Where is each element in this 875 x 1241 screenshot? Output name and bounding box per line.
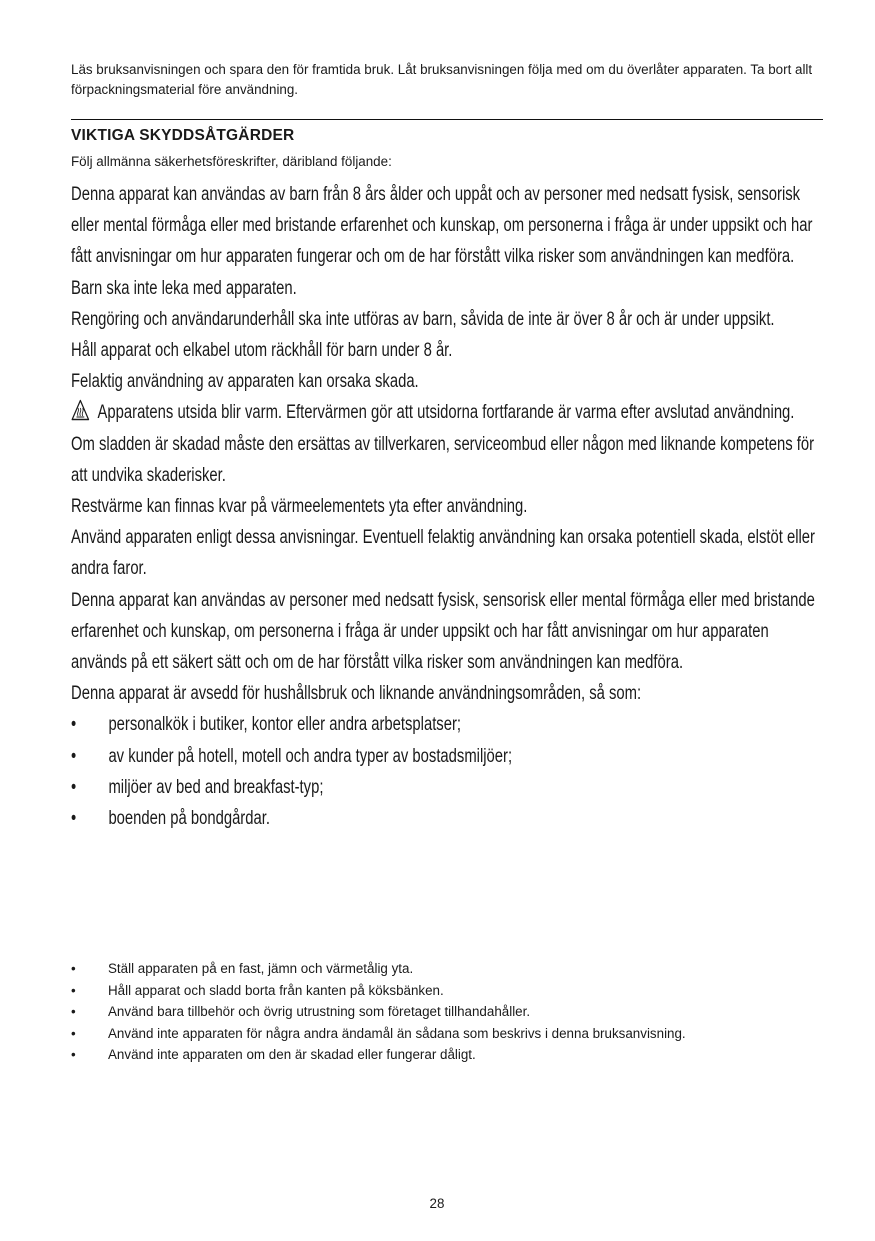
- hot-surface-paragraph: [71, 397, 823, 428]
- list-item-text: Använd inte apparaten om den är skadad eller fungerar dåligt.: [108, 1047, 476, 1063]
- bullet: •: [71, 1004, 76, 1020]
- page-number: 28: [429, 1196, 445, 1211]
- paragraph: Denna apparat kan användas av barn från 8 års ålder och uppåt och av personer med nedsatt fysisk, sensorisk eller mental förmåga eller med bristande erfarenhet och kunskap, om personerna i fråga är under uppsikt och har fått anvisningar om hur apparaten fungerar och om de har förstått vilka risker som användningen kan medföra.: [71, 184, 813, 268]
- paragraph: Använd apparaten enligt dessa anvisningar. Eventuell felaktig användning kan orsaka potentiell skada, elstöt eller andra faror.: [71, 527, 815, 580]
- list-item: [71, 772, 823, 803]
- list-item-text: Använd inte apparaten för några andra ändamål än sådana som beskrivs i denna bruksanvisning.: [108, 1025, 686, 1041]
- list-item: [71, 1001, 823, 1023]
- bullet: •: [71, 1025, 76, 1041]
- bullet: •: [71, 961, 76, 976]
- paragraph: Restvärme kan finnas kvar på värmeelementets yta efter användning.: [71, 496, 528, 518]
- usage-areas-list: [71, 709, 823, 834]
- paragraph: Barn ska inte leka med apparaten.: [71, 277, 297, 299]
- list-item-text: boenden på bondgårdar.: [108, 808, 270, 830]
- intro-paragraph: [71, 60, 823, 100]
- bullet: •: [71, 745, 77, 767]
- general-instructions: [71, 958, 823, 1066]
- paragraph: Om sladden är skadad måste den ersättas av tillverkaren, serviceombud eller någon med liknande kompetens för att undvika skaderisker.: [71, 433, 815, 486]
- list-item-text: Använd bara tillbehör och övrig utrustning som företaget tillhandahåller.: [108, 1004, 531, 1020]
- list-item-text: Ställ apparaten på en fast, jämn och värmetålig yta.: [108, 961, 414, 976]
- list-item: [71, 1023, 823, 1045]
- instructions-list: [71, 958, 823, 1066]
- list-item: [71, 958, 823, 980]
- section-subtitle: Följ allmänna säkerhetsföreskrifter, däribland följande:: [71, 154, 392, 169]
- paragraph-text: Apparatens utsida blir varm. Eftervärmen gör att utsidorna fortfarande är varma efter avslutad användning.: [97, 402, 795, 424]
- paragraph: Denna apparat är avsedd för hushållsbruk och liknande användningsområden, så som:: [71, 683, 642, 705]
- bullet: •: [71, 776, 77, 798]
- paragraph: Håll apparat och elkabel utom räckhåll för barn under 8 år.: [71, 340, 453, 362]
- paragraph: Denna apparat kan användas av personer med nedsatt fysisk, sensorisk eller mental förmåga eller med bristande erfarenhet och kunskap, om personerna i fråga är under uppsikt och har fått anvisningar om hur apparaten används på ett säkert sätt och om de har förstått vilka risker som användningen kan medföra.: [71, 589, 815, 674]
- list-item-text: Håll apparat och sladd borta från kanten på köksbänken.: [108, 982, 444, 998]
- list-item: [71, 803, 823, 834]
- list-item-text: miljöer av bed and breakfast-typ;: [108, 776, 324, 798]
- bullet: •: [71, 1047, 76, 1063]
- paragraph: Rengöring och användarunderhåll ska inte utföras av barn, såvida de inte är över 8 år och är under uppsikt.: [71, 308, 775, 330]
- list-item: [71, 741, 823, 772]
- section-heading: VIKTIGA SKYDDSÅTGÄRDER: [71, 127, 295, 144]
- bullet: •: [71, 982, 76, 998]
- bullet: •: [71, 714, 77, 736]
- intro-text: Läs bruksanvisningen och spara den för framtida bruk. Låt bruksanvisningen följa med om du överlåter apparaten. Ta bort allt förpackningsmaterial före användning.: [71, 62, 813, 97]
- list-item: [71, 980, 823, 1002]
- list-item: [71, 709, 823, 740]
- section-divider: [71, 119, 823, 120]
- list-item-text: av kunder på hotell, motell och andra typer av bostadsmiljöer;: [108, 745, 513, 767]
- list-item: [71, 1044, 823, 1066]
- hot-surface-warning-icon: [71, 399, 90, 421]
- safety-instructions: [71, 179, 815, 834]
- bullet: •: [71, 808, 77, 830]
- list-item-text: personalkök i butiker, kontor eller andra arbetsplatser;: [108, 714, 462, 736]
- paragraph: Felaktig användning av apparaten kan orsaka skada.: [71, 371, 419, 393]
